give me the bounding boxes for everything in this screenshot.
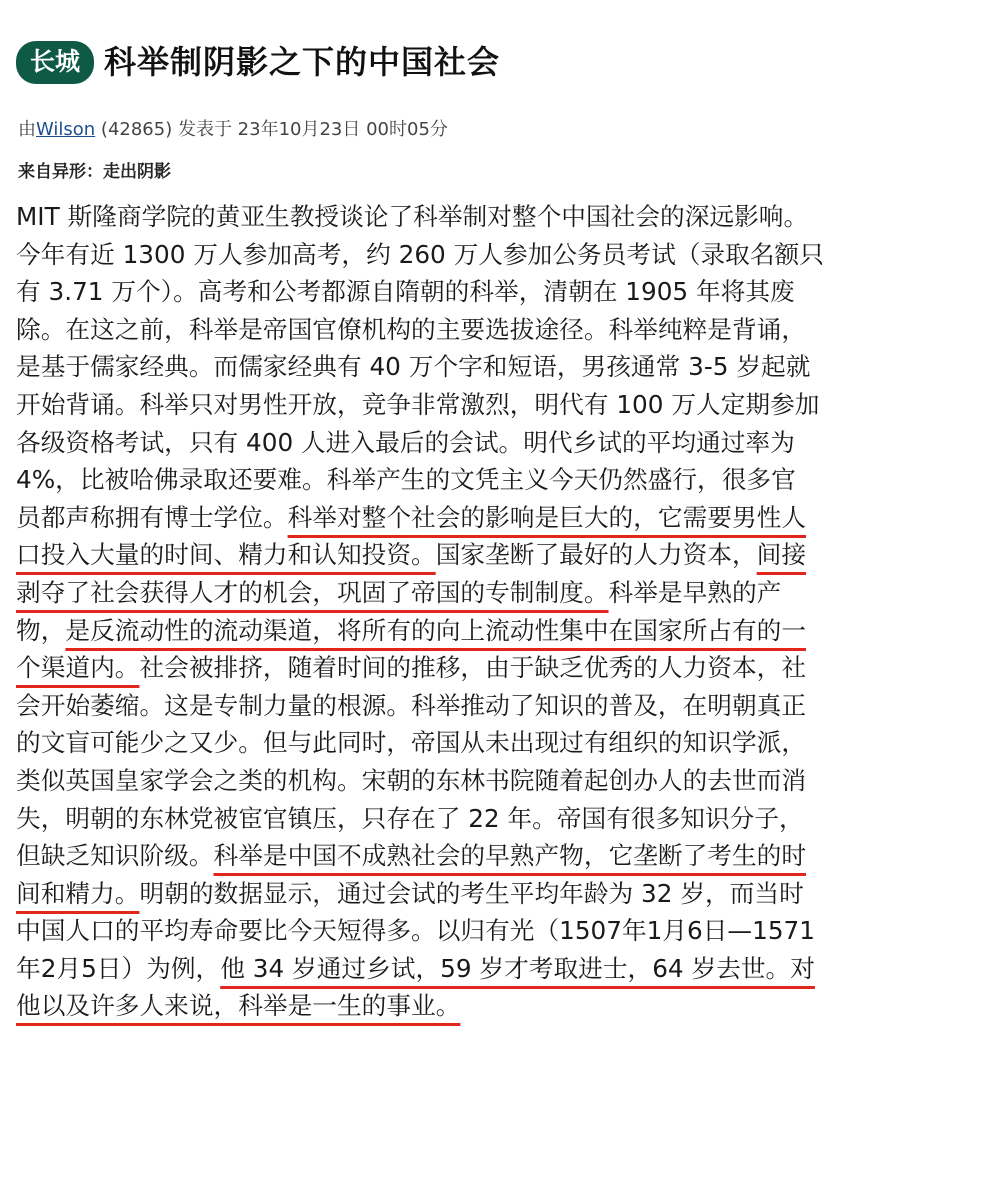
highlighted-text: 是反流动性的流动渠道，将所有的向上流动性集中在国家所占有的一 bbox=[65, 615, 807, 645]
text-segment: 社会被排挤，随着时间的推移，由于缺乏优秀的人力资本，社 bbox=[139, 653, 807, 683]
text-segment: 科举是早熟的产 bbox=[608, 577, 782, 607]
text-segment: 4%，比被哈佛录取还要难。科举产生的文凭主义今天仍然盛行，很多官 bbox=[16, 465, 796, 495]
text-line bbox=[16, 461, 976, 499]
text-line bbox=[16, 386, 976, 424]
highlighted-text: 间和精力。 bbox=[16, 878, 140, 908]
source-line: 来自异形：走出阴影 bbox=[18, 162, 171, 182]
text-line bbox=[16, 912, 976, 950]
text-line bbox=[16, 612, 976, 650]
author-link[interactable]: Wilson bbox=[36, 119, 96, 140]
text-line bbox=[16, 800, 976, 838]
text-line bbox=[16, 950, 976, 988]
category-tag[interactable]: 长城 bbox=[16, 41, 94, 84]
text-segment: 明朝的数据显示，通过会试的考生平均年龄为 32 岁，而当时 bbox=[139, 878, 804, 908]
article-header bbox=[16, 40, 500, 84]
text-line bbox=[16, 198, 976, 236]
highlighted-text: 口投入大量的时间、精力和认知投资。 bbox=[16, 540, 436, 570]
text-segment: 中国人口的平均寿命要比今天短得多。以归有光（1507年1月6日—1571 bbox=[16, 916, 815, 946]
highlighted-text: 他 34 岁通过乡试，59 岁才考取进士，64 岁去世。对 bbox=[220, 953, 815, 983]
highlighted-text: 间接 bbox=[756, 540, 807, 570]
text-line bbox=[16, 987, 976, 1025]
text-segment: 失，明朝的东林党被宦官镇压，只存在了 22 年。帝国有很多知识分子， bbox=[16, 803, 804, 833]
highlighted-text: 他以及许多人来说，科举是一生的事业。 bbox=[16, 991, 461, 1021]
byline-meta: (42865) 发表于 23年10月23日 00时05分 bbox=[95, 119, 448, 140]
article-title: 科举制阴影之下的中国社会 bbox=[104, 43, 501, 81]
text-line bbox=[16, 273, 976, 311]
text-segment: 开始背诵。科举只对男性开放，竞争非常激烈，明代有 100 万人定期参加 bbox=[16, 389, 820, 419]
text-line bbox=[16, 837, 976, 875]
text-line bbox=[16, 875, 976, 913]
text-segment: 今年有近 1300 万人参加高考，约 260 万人参加公务员考试（录取名额只 bbox=[16, 239, 824, 269]
text-line bbox=[16, 348, 976, 386]
text-line bbox=[16, 724, 976, 762]
highlighted-text: 剥夺了社会获得人才的机会，巩固了帝国的专制制度。 bbox=[16, 577, 609, 607]
article-body bbox=[16, 198, 976, 1025]
byline-prefix: 由 bbox=[18, 119, 36, 140]
text-line bbox=[16, 499, 976, 537]
text-line bbox=[16, 574, 976, 612]
text-segment: 年2月5日）为例， bbox=[16, 953, 221, 983]
text-segment: 是基于儒家经典。而儒家经典有 40 万个字和短语，男孩通常 3-5 岁起就 bbox=[16, 352, 811, 382]
text-segment: 员都声称拥有博士学位。 bbox=[16, 502, 288, 532]
text-segment: 各级资格考试，只有 400 人进入最后的会试。明代乡试的平均通过率为 bbox=[16, 427, 795, 457]
text-line bbox=[16, 649, 976, 687]
text-line bbox=[16, 762, 976, 800]
text-segment: 但缺乏知识阶级。 bbox=[16, 841, 214, 871]
highlighted-text: 科举是中国不成熟社会的早熟产物，它垄断了考生的时 bbox=[213, 841, 807, 871]
text-segment: 的文盲可能少之又少。但与此同时，帝国从未出现过有组织的知识学派， bbox=[16, 728, 807, 758]
highlighted-text: 个渠道内。 bbox=[16, 653, 140, 683]
text-segment: 国家垄断了最好的人力资本， bbox=[435, 540, 757, 570]
text-line bbox=[16, 536, 976, 574]
byline bbox=[18, 118, 448, 142]
highlighted-text: 科举对整个社会的影响是巨大的，它需要男性人 bbox=[287, 502, 807, 532]
text-line bbox=[16, 424, 976, 462]
text-segment: MIT 斯隆商学院的黄亚生教授谈论了科举制对整个中国社会的深远影响。 bbox=[16, 202, 809, 231]
text-line bbox=[16, 311, 976, 349]
text-segment: 有 3.71 万个）。高考和公考都源自隋朝的科举，清朝在 1905 年将其废 bbox=[16, 277, 795, 307]
text-line bbox=[16, 687, 976, 725]
text-line bbox=[16, 236, 976, 274]
text-segment: 物， bbox=[16, 615, 66, 645]
text-segment: 类似英国皇家学会之类的机构。宋朝的东林书院随着起创办人的去世而消 bbox=[16, 765, 807, 795]
text-segment: 除。在这之前，科举是帝国官僚机构的主要选拔途径。科举纯粹是背诵， bbox=[16, 314, 807, 344]
text-segment: 会开始萎缩。这是专制力量的根源。科举推动了知识的普及，在明朝真正 bbox=[16, 690, 807, 720]
